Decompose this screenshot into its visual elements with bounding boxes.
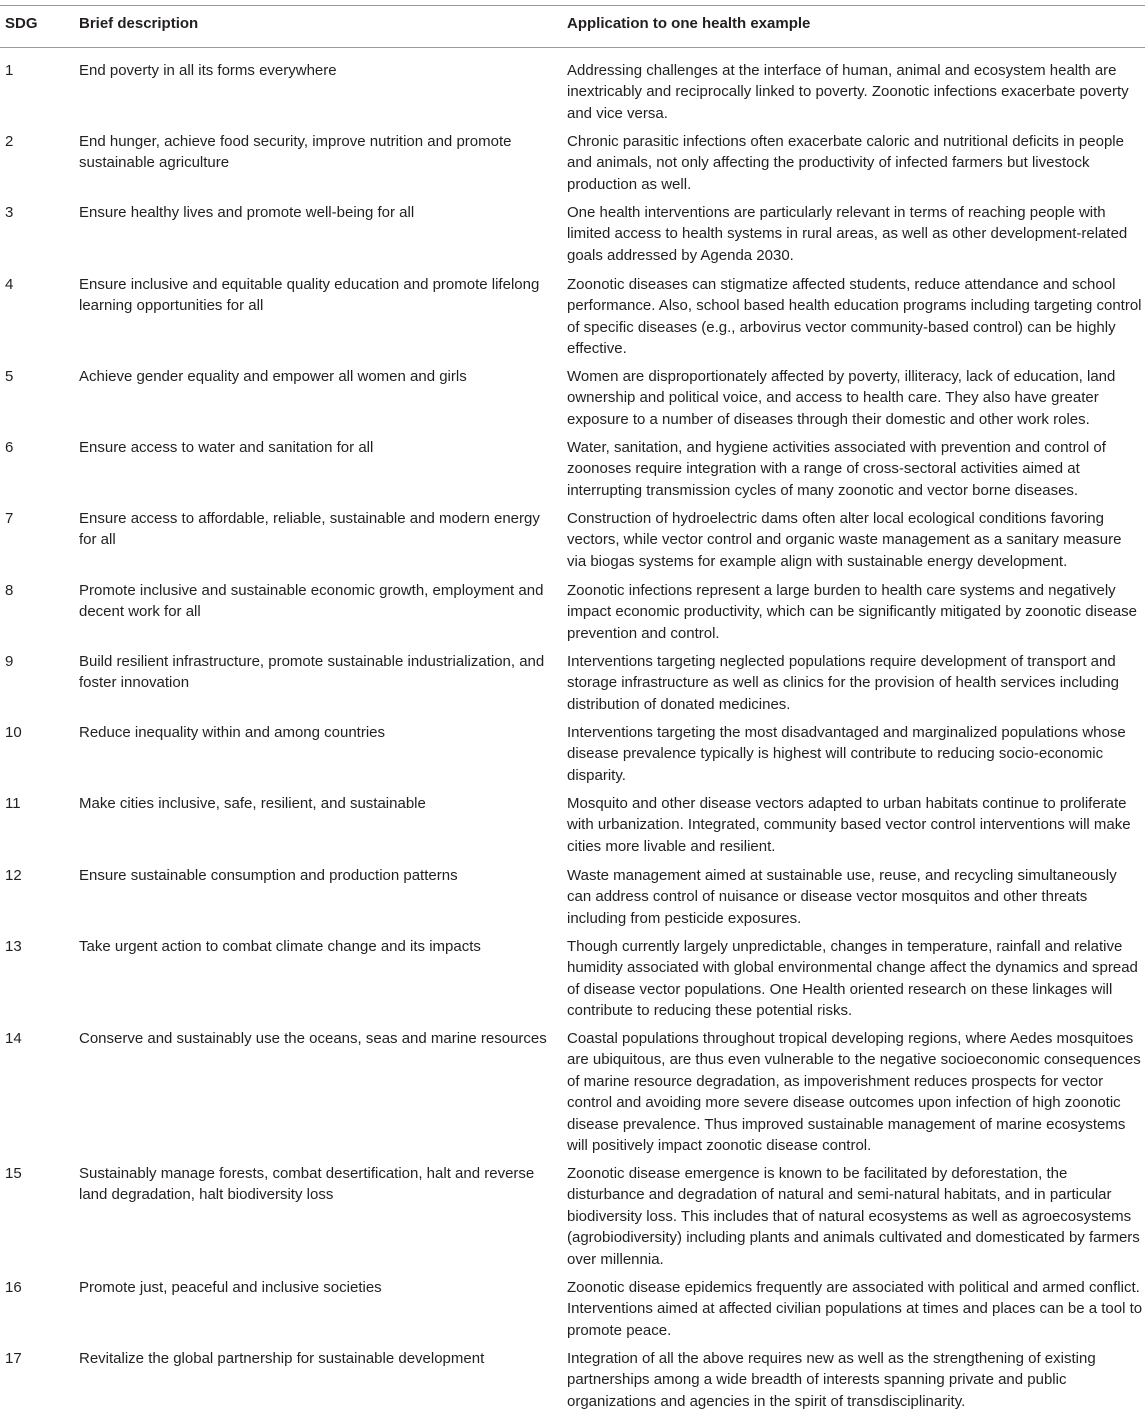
header-sdg: SDG: [5, 15, 38, 32]
cell-sdg: 11: [5, 795, 21, 812]
cell-sdg: 7: [5, 510, 14, 527]
cell-sdg: 12: [5, 867, 22, 884]
cell-sdg: 10: [5, 724, 22, 741]
header-description: Brief description: [79, 15, 199, 32]
cell-application: Women are disproportionately affected by poverty, illiteracy, lack of education, land ownership and political voice, and access to health care. They also have greater exposure to a number of diseases through their domestic and other work roles.: [567, 368, 1116, 428]
cell-sdg: 1: [5, 62, 14, 79]
cell-application: Zoonotic disease emergence is known to be facilitated by deforestation, the disturbance and degradation of natural and semi-natural habitats, and in particular biodiversity loss. This includes that of natural ecosystems as well as agroecosystems (agrobiodiversity) including plants and animals cultivated and domesticated by farmers over millennia.: [567, 1165, 1140, 1268]
cell-description: Achieve gender equality and empower all women and girls: [79, 368, 467, 385]
cell-description: Build resilient infrastructure, promote sustainable industrialization, and foster innovation: [79, 653, 545, 692]
table-header: [0, 5, 1145, 47]
header-application: Application to one health example: [567, 15, 811, 32]
cell-sdg: 4: [5, 276, 14, 293]
cell-application: Zoonotic infections represent a large burden to health care systems and negatively impact economic productivity, which can be significantly mitigated by zoonotic disease prevention and control.: [567, 582, 1137, 642]
cell-description: Promote just, peaceful and inclusive societies: [79, 1279, 382, 1296]
cell-application: Addressing challenges at the interface of human, animal and ecosystem health are inextricably and reciprocally linked to poverty. Zoonotic infections exacerbate poverty and vice versa.: [567, 62, 1129, 122]
header-rule: [0, 47, 1145, 48]
cell-description: Take urgent action to combat climate change and its impacts: [79, 938, 481, 955]
cell-description: Make cities inclusive, safe, resilient, and sustainable: [79, 795, 426, 812]
cell-application: Integration of all the above requires new as well as the strengthening of existing partnerships among a wide breadth of interests spanning private and public organizations and agencies in the spirit of transdisciplinarity.: [567, 1350, 1096, 1410]
cell-description: Reduce inequality within and among countries: [79, 724, 386, 741]
cell-sdg: 16: [5, 1279, 22, 1296]
cell-description: Conserve and sustainably use the oceans, seas and marine resources: [79, 1030, 547, 1047]
cell-application: Coastal populations throughout tropical developing regions, where Aedes mosquitoes are ubiquitous, are thus even vulnerable to the negative socioeconomic consequences of marine resource degradation, as impoverishment reduces prospects for vector control and avoiding more severe disease outcomes upon infection of high zoonotic disease prevalence. Thus improved sustainable management of marine ecosystems will positively impact zoonotic disease control.: [567, 1030, 1141, 1155]
cell-application: Chronic parasitic infections often exacerbate caloric and nutritional deficits in people and animals, not only affecting the productivity of infected farmers but livestock production as well.: [567, 133, 1124, 193]
cell-sdg: 13: [5, 938, 22, 955]
cell-application: Mosquito and other disease vectors adapted to urban habitats continue to proliferate with urbanization. Integrated, community based vector control interventions will make cities more livable and resilient.: [567, 795, 1131, 855]
cell-sdg: 14: [5, 1030, 22, 1047]
cell-application: Water, sanitation, and hygiene activities associated with prevention and control of zoonoses require integration with a range of cross-sectoral activities aimed at interrupting transmission cycles of many zoonotic and vector borne diseases.: [567, 439, 1106, 499]
cell-sdg: 15: [5, 1165, 22, 1182]
cell-description: Ensure healthy lives and promote well-being for all: [79, 204, 415, 221]
cell-application: Zoonotic diseases can stigmatize affected students, reduce attendance and school performance. Also, school based health education programs including targeting control of specific diseases (e.g., arbovirus vector community-based control) can be highly effective.: [567, 276, 1142, 358]
cell-description: Revitalize the global partnership for sustainable development: [79, 1350, 485, 1367]
cell-application: Construction of hydroelectric dams often alter local ecological conditions favoring vectors, while vector control and organic waste management as a sanitary measure via biogas systems for example align with sustainable energy development.: [567, 510, 1122, 570]
cell-description: End poverty in all its forms everywhere: [79, 62, 337, 79]
cell-description: Ensure access to affordable, reliable, sustainable and modern energy for all: [79, 510, 540, 549]
cell-description: Ensure inclusive and equitable quality education and promote lifelong learning opportunities for all: [79, 276, 540, 315]
cell-sdg: 9: [5, 653, 14, 670]
cell-sdg: 17: [5, 1350, 22, 1367]
cell-sdg: 5: [5, 368, 14, 385]
cell-application: Interventions targeting the most disadvantaged and marginalized populations whose disease prevalence typically is highest will contribute to reducing socio-economic disparity.: [567, 724, 1126, 784]
cell-application: Though currently largely unpredictable, changes in temperature, rainfall and relative humidity associated with global environmental change affect the dynamics and spread of disease vector populations. One Health oriented research on these linkages will contribute to reducing these potential risks.: [567, 938, 1138, 1020]
cell-sdg: 8: [5, 582, 14, 599]
cell-sdg: 6: [5, 439, 14, 456]
cell-sdg: 3: [5, 204, 14, 221]
cell-description: End hunger, achieve food security, improve nutrition and promote sustainable agriculture: [79, 133, 512, 172]
cell-description: Ensure sustainable consumption and production patterns: [79, 867, 458, 884]
cell-application: Zoonotic disease epidemics frequently are associated with political and armed conflict. Interventions aimed at affected civilian populations at times and places can be a tool to promote peace.: [567, 1279, 1143, 1339]
cell-application: One health interventions are particularly relevant in terms of reaching people with limited access to health systems in rural areas, as well as other development-related goals addressed by Agenda 2030.: [567, 204, 1128, 264]
cell-sdg: 2: [5, 133, 14, 150]
cell-application: Waste management aimed at sustainable use, reuse, and recycling simultaneously can address control of nuisance or disease vector mosquitos and other threats including from pesticide exposures.: [567, 867, 1117, 927]
cell-application: Interventions targeting neglected populations require development of transport and storage infrastructure as well as clinics for the provision of health services including distribution of donated medicines.: [567, 653, 1119, 713]
cell-description: Promote inclusive and sustainable economic growth, employment and decent work for all: [79, 582, 544, 621]
cell-description: Ensure access to water and sanitation for all: [79, 439, 374, 456]
cell-description: Sustainably manage forests, combat desertification, halt and reverse land degradation, halt biodiversity loss: [79, 1165, 535, 1204]
